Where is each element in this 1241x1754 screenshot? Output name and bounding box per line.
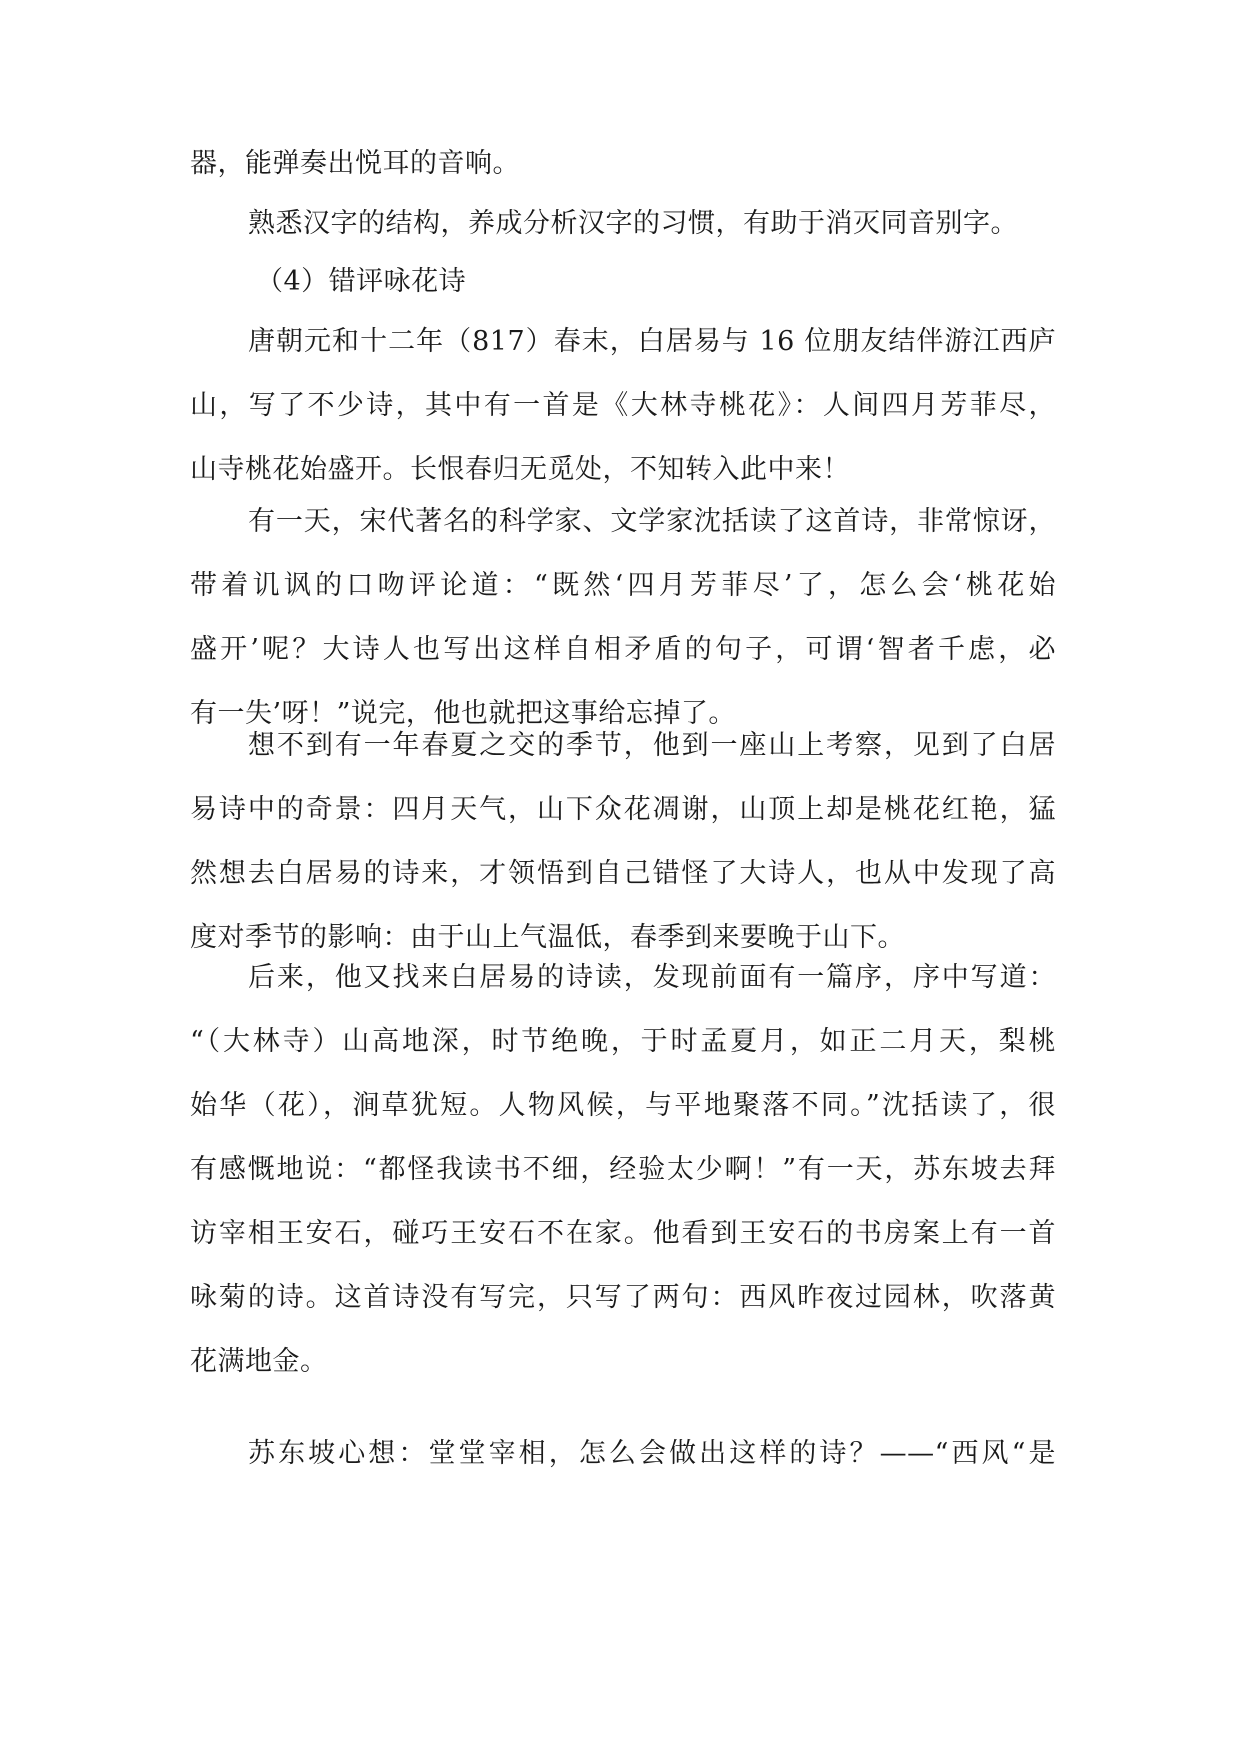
section-heading	[190, 250, 1056, 314]
text-line: 唐朝元和十二年（817）春末，白居易与 16 位朋友结伴游江西庐	[248, 326, 1056, 357]
text-line: 有一失’呀！”说完，他也就把这事给忘掉了。	[190, 698, 736, 729]
paragraph-7	[190, 946, 1056, 1394]
text-line: 始华（花），涧草犹短。人物风候，与平地聚落不同。”沈括读了，很	[190, 1090, 1056, 1121]
text-line: 访宰相王安石，碰巧王安石不在家。他看到王安石的书房案上有一首	[190, 1218, 1056, 1249]
paragraph-4	[190, 310, 1056, 502]
text-line: 熟悉汉字的结构，养成分析汉字的习惯，有助于消灭同音别字。	[248, 208, 1018, 239]
text-line: 带着讥讽的口吻评论道：“既然‘四月芳菲尽’了，怎么会‘桃花始	[190, 570, 1056, 601]
paragraph-2	[190, 192, 1056, 256]
text-line: “（大林寺）山高地深，时节绝晚，于时孟夏月，如正二月天，梨桃	[190, 1026, 1056, 1057]
text-line: 器，能弹奏出悦耳的音响。	[190, 148, 520, 179]
text-line: 想不到有一年春夏之交的季节，他到一座山上考察，见到了白居	[248, 730, 1056, 761]
section-heading-text: （4）错评咏花诗	[256, 266, 467, 297]
text-line: 有一天，宋代著名的科学家、文学家沈括读了这首诗，非常惊讶，	[248, 506, 1056, 537]
text-line: 山，写了不少诗，其中有一首是《大林寺桃花》：人间四月芳菲尽，	[190, 390, 1056, 421]
text-line: 易诗中的奇景：四月天气，山下众花凋谢，山顶上却是桃花红艳，猛	[190, 794, 1056, 825]
text-line: 花满地金。	[190, 1346, 328, 1377]
text-line: 后来，他又找来白居易的诗读，发现前面有一篇序，序中写道：	[248, 962, 1056, 993]
paragraph-6	[190, 714, 1056, 970]
text-line: 盛开’呢？大诗人也写出这样自相矛盾的句子，可谓‘智者千虑，必	[190, 634, 1056, 665]
paragraph-8	[190, 1422, 1056, 1486]
paragraph-1	[190, 132, 1056, 196]
text-line: 咏菊的诗。这首诗没有写完，只写了两句：西风昨夜过园林，吹落黄	[190, 1282, 1056, 1313]
text-line: 有感慨地说：“都怪我读书不细，经验太少啊！”有一天，苏东坡去拜	[190, 1154, 1056, 1185]
paragraph-5	[190, 490, 1056, 746]
text-line: 苏东坡心想：堂堂宰相，怎么会做出这样的诗？——“西风“是	[248, 1438, 1056, 1469]
text-line: 山寺桃花始盛开。长恨春归无觅处，不知转入此中来！	[190, 454, 850, 485]
text-line: 然想去白居易的诗来，才领悟到自己错怪了大诗人，也从中发现了高	[190, 858, 1056, 889]
text-line: 度对季节的影响：由于山上气温低，春季到来要晚于山下。	[190, 922, 905, 953]
